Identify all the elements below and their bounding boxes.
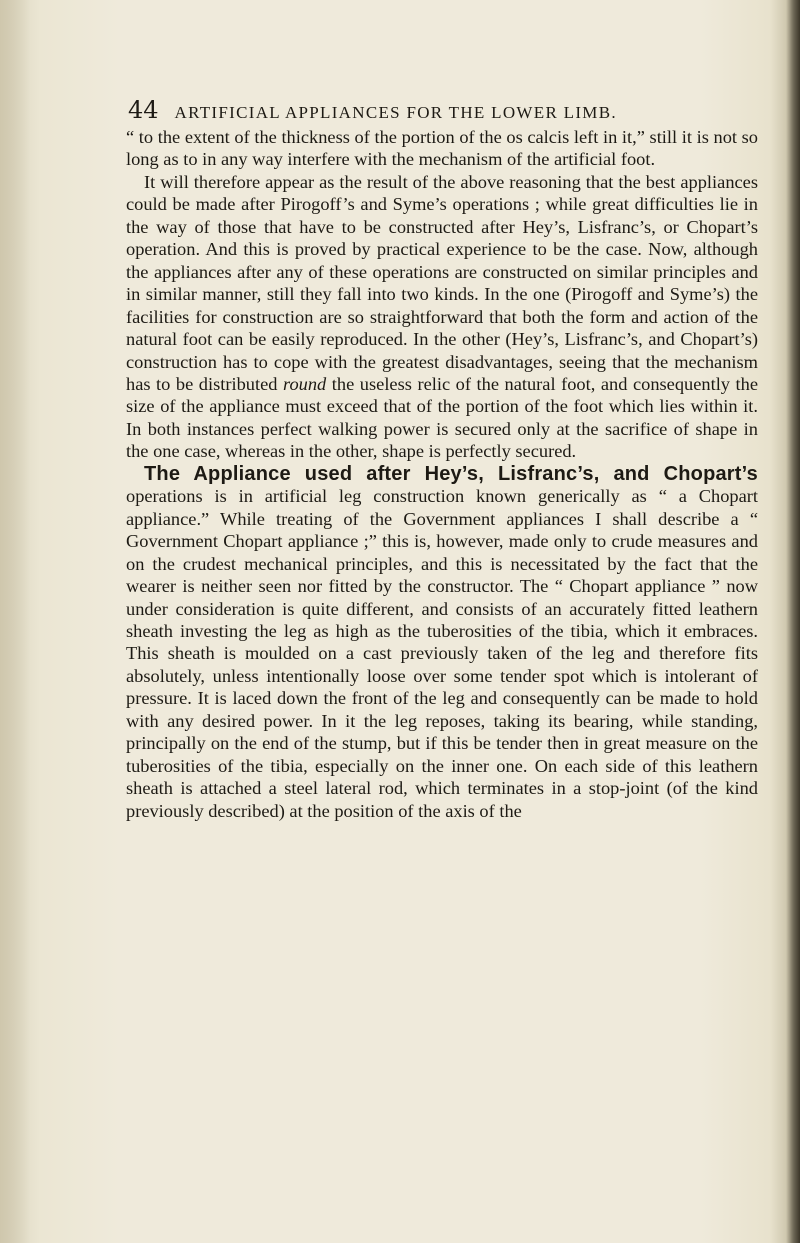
paragraph-2 [126,171,758,463]
paragraph-text: operations is in artificial leg construction known generically as “ a Chopart appliance.” While treating of the Government appliances I shall describe a “ Government Chopart appliance ;” this is, however, made only to crude measures and on the crudest mechanical principles, and this is necessitated by the fact that the wearer is neither seen nor fitted by the constructor. The “ Chopart appliance ” now under consideration is quite different, and consists of an accurately fitted leathern sheath investing the leg as high as the tuberosities of the tibia, which it embraces. This sheath is moulded on a cast previously taken of the leg and therefore fits absolutely, unless intentionally loose over some tender spot which is intolerant of pressure. It is laced down the front of the leg and consequently can be made to hold with any desired power. In it the leg reposes, taking its bearing, while standing, principally on the end of the stump, but if this be tender then in great measure on the tuberosities of the tibia, especially on the inner one. On each side of this leathern sheath is attached a steel lateral rod, which terminates in a stop-joint (of the kind previously described) at the position of the axis of the [126,486,758,821]
paragraph-3 [126,463,758,822]
italic-word: round [283,373,327,394]
section-heading: The Appliance used after Hey’s, Lisfranc’s, and Chopart’s [144,462,758,485]
page-edge-shadow [786,0,800,1243]
gutter-shadow [0,0,30,1243]
running-head: ARTIFICIAL APPLIANCES FOR THE LOWER LIMB. [174,103,617,122]
paragraph-text: the useless relic of the natural foot, and consequently the size of the appliance must exceed that of the portion of the foot which lies within it. In both instances perfect walking power is secured only at the sacrifice of shape in the one case, whereas in the other, shape is perfectly secured. [126,373,759,462]
page-header [128,96,688,128]
paragraph-text: It will therefore appear as the result of the above reasoning that the best appliances could be made after Pirogoff’s and Syme’s operations ; while great difficulties lie in the way of those that have to be constructed after Hey’s, Lisfranc’s, or Chopart’s operation. And this is proved by practical experience to be the case. Now, although the appliances after any of these operations are constructed on similar principles and in similar manner, still they fall into two kinds. In the one (Pirogoff and Syme’s) the facilities for construction are so straightforward that both the form and action of the natural foot can be easily reproduced. In the other (Hey’s, Lisfranc’s, and Chopart’s) construction has to cope with the greatest disadvantages, seeing that the mechanism has to be distributed [126,171,758,394]
paragraph-1 [126,126,758,171]
body-text [126,126,758,822]
paragraph-text: “ to the extent of the thickness of the portion of the os calcis left in it,” still it is not so long as to in any way interfere with the mechanism of the artificial foot. [126,127,758,170]
page-number: 44 [128,96,159,124]
